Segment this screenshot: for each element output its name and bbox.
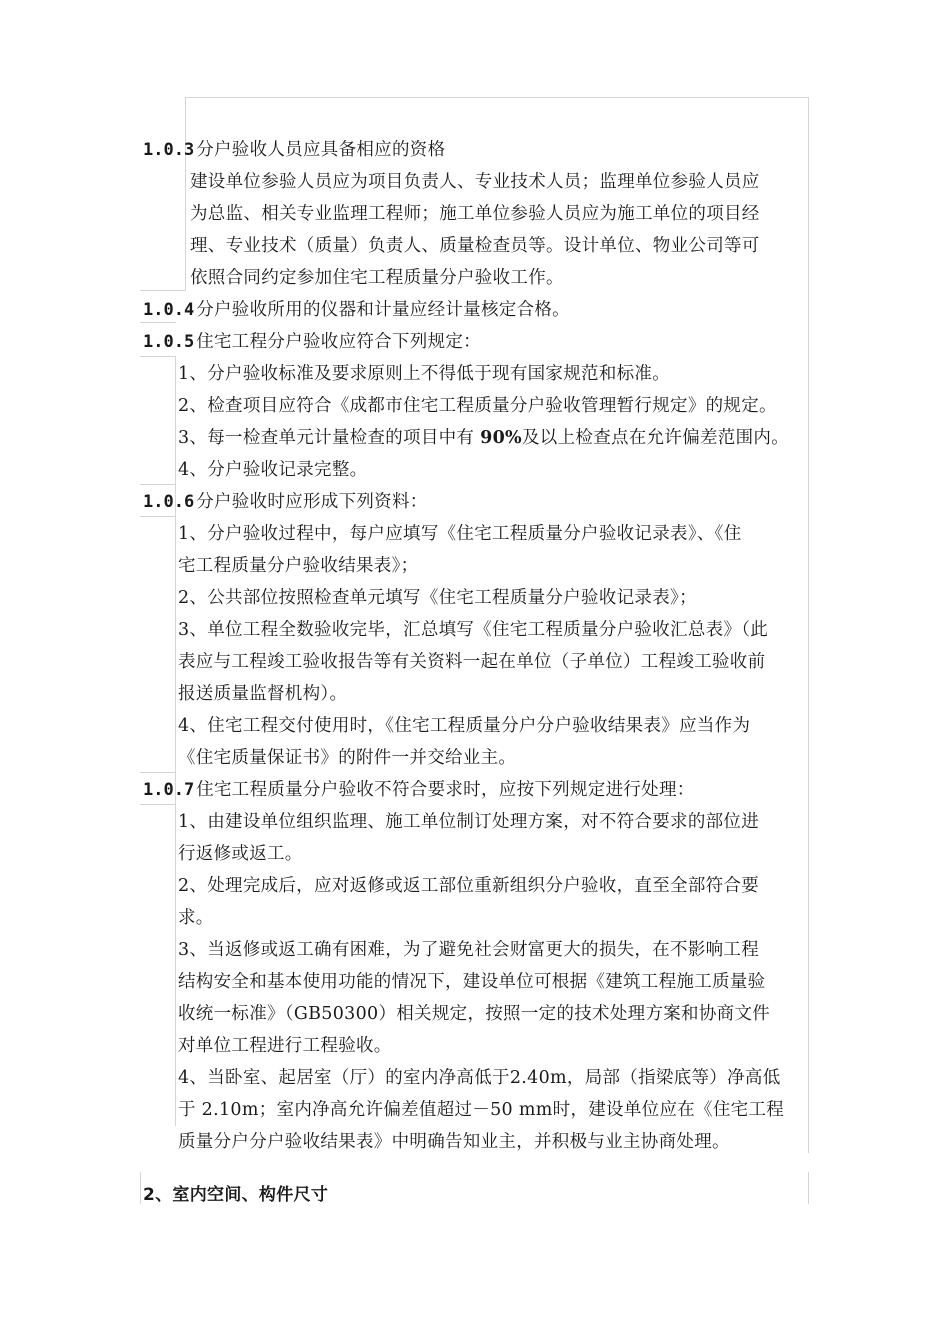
row-divider bbox=[140, 516, 176, 517]
clause-1-0-7-line-8: 对单位工程进行工程验收。 bbox=[178, 1036, 392, 1056]
clause-1-0-7-line-1: 1、由建设单位组织监理、施工单位制订处理方案，对不符合要求的部位进 bbox=[178, 812, 760, 832]
clause-1-0-3-line-2: 为总监、相关专业监理工程师；施工单位参验人员应为施工单位的项目经 bbox=[190, 204, 760, 224]
table-left-border-lower bbox=[175, 356, 176, 1126]
clause-1-0-6-line-8: 《住宅质量保证书》的附件一并交给业主。 bbox=[178, 748, 517, 768]
row-divider bbox=[140, 322, 176, 323]
table-right-border-bottom bbox=[808, 1172, 809, 1204]
clause-number: 1.0.5 bbox=[143, 332, 195, 352]
clause-1-0-7-line-4: 求。 bbox=[178, 908, 214, 928]
clause-title: 住宅工程质量分户验收不符合要求时，应按下列规定进行处理： bbox=[196, 780, 695, 800]
clause-1-0-7-line-9: 4、当卧室、起居室（厅）的室内净高低于2.40m，局部（指梁底等）净高低 bbox=[178, 1068, 781, 1088]
clause-1-0-7-line-10: 于 2.10m；室内净高允许偏差值超过－50 mm时，建设单位应在《住宅工程 bbox=[178, 1100, 785, 1120]
clause-1-0-3-line-1: 建设单位参验人员应为项目负责人、专业技术人员；监理单位参验人员应 bbox=[190, 172, 760, 192]
clause-number: 1.0.6 bbox=[143, 492, 195, 512]
clause-number: 1.0.7 bbox=[143, 780, 195, 800]
table-left-border-bottom bbox=[140, 1172, 141, 1204]
clause-1-0-6-line-4: 3、单位工程全数验收完毕，汇总填写《住宅工程质量分户验收汇总表》（此 bbox=[178, 620, 769, 640]
item-text: 3、每一检查单元计量检查的项目中有 bbox=[178, 428, 481, 448]
clause-1-0-6-line-3: 2、公共部位按照检查单元填写《住宅工程质量分户验收记录表》； bbox=[178, 588, 697, 608]
clause-1-0-5-item-2: 2、检查项目应符合《成都市住宅工程质量分户验收管理暂行规定》的规定。 bbox=[178, 396, 777, 416]
clause-title: 分户验收时应形成下列资料： bbox=[196, 492, 428, 512]
section-2-heading: 2、室内空间、构件尺寸 bbox=[143, 1185, 329, 1205]
clause-1-0-4-heading bbox=[143, 299, 570, 321]
clause-1-0-7-heading bbox=[143, 779, 695, 801]
clause-1-0-7-line-7: 收统一标准》（GB50300）相关规定，按照一定的技术处理方案和协商文件 bbox=[178, 1004, 771, 1024]
clause-1-0-5-heading bbox=[143, 331, 481, 353]
clause-number: 1.0.4 bbox=[143, 300, 195, 320]
row-divider bbox=[140, 772, 176, 773]
clause-1-0-5-item-3 bbox=[178, 427, 789, 449]
row-divider bbox=[140, 356, 176, 357]
clause-1-0-6-line-6: 报送质量监督机构）。 bbox=[178, 684, 348, 704]
clause-1-0-7-line-11: 质量分户分户验收结果表》中明确告知业主，并积极与业主协商处理。 bbox=[178, 1132, 730, 1152]
clause-1-0-3-line-3: 理、专业技术（质量）负责人、质量检查员等。设计单位、物业公司等可 bbox=[190, 236, 760, 256]
item-text: 及以上检查点在允许偏差范围内。 bbox=[522, 428, 789, 448]
clause-1-0-6-line-1: 1、分户验收过程中，每户应填写《住宅工程质量分户验收记录表》、《住 bbox=[178, 524, 742, 544]
clause-1-0-6-line-7: 4、住宅工程交付使用时，《住宅工程质量分户分户验收结果表》应当作为 bbox=[178, 716, 751, 736]
table-right-border bbox=[808, 97, 809, 1153]
clause-1-0-5-item-4: 4、分户验收记录完整。 bbox=[178, 460, 368, 480]
clause-1-0-3-line-4: 依照合同约定参加住宅工程质量分户验收工作。 bbox=[190, 268, 564, 288]
clause-1-0-7-line-2: 行返修或返工。 bbox=[178, 844, 303, 864]
row-divider bbox=[140, 804, 176, 805]
clause-1-0-6-line-2: 宅工程质量分户验收结果表》； bbox=[178, 556, 419, 576]
clause-1-0-7-line-3: 2、处理完成后，应对返修或返工部位重新组织分户验收，直至全部符合要 bbox=[178, 876, 760, 896]
clause-1-0-6-line-5: 表应与工程竣工验收报告等有关资料一起在单位（子单位）工程竣工验收前 bbox=[178, 652, 766, 672]
clause-1-0-7-line-5: 3、当返修或返工确有困难，为了避免社会财富更大的损失，在不影响工程 bbox=[178, 940, 760, 960]
table-left-border bbox=[185, 97, 186, 290]
clause-1-0-6-heading bbox=[143, 491, 428, 513]
percent-value: 90% bbox=[480, 428, 522, 448]
clause-1-0-5-item-1: 1、分户验收标准及要求原则上不得低于现有国家规范和标准。 bbox=[178, 364, 671, 384]
clause-title: 分户验收人员应具备相应的资格 bbox=[196, 140, 446, 160]
clause-1-0-3-heading bbox=[143, 139, 445, 161]
row-divider bbox=[140, 290, 186, 291]
table-top-border bbox=[185, 97, 808, 98]
row-divider bbox=[140, 484, 176, 485]
clause-number: 1.0.3 bbox=[143, 140, 195, 160]
clause-title: 住宅工程分户验收应符合下列规定： bbox=[196, 332, 481, 352]
clause-title: 分户验收所用的仪器和计量应经计量核定合格。 bbox=[196, 300, 570, 320]
clause-1-0-7-line-6: 结构安全和基本使用功能的情况下，建设单位可根据《建筑工程施工质量验 bbox=[178, 972, 766, 992]
